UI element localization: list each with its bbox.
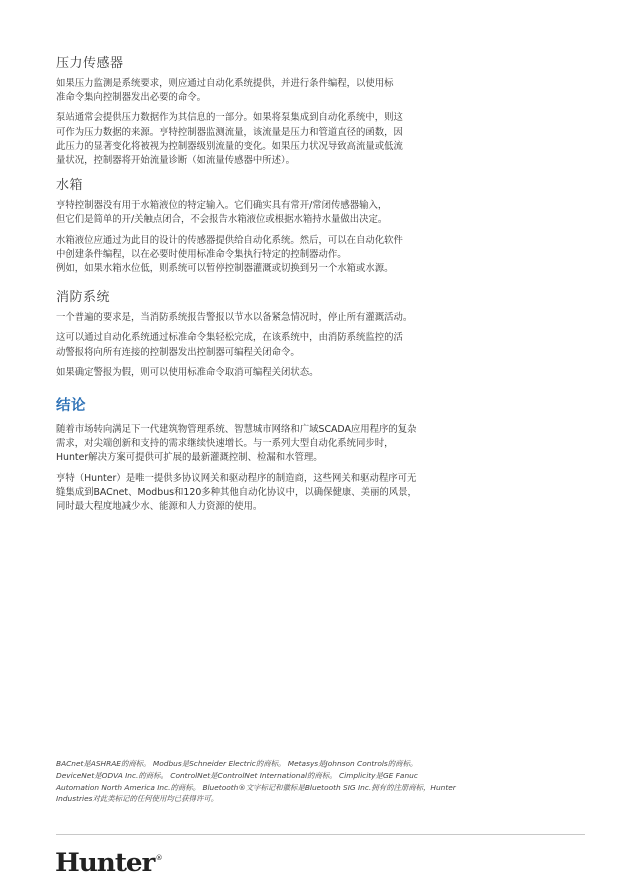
fire-paragraph-2: 这可以通过自动化系统通过标准命令集轻松完成，在该系统中，由消防系统监控的活 动警报将向所有连接的控制器发出控制器可编程关闭命令。 [56, 332, 403, 358]
footer-divider [56, 834, 585, 835]
tank-paragraph-1: 亨特控制器没有用于水箱液位的特定输入。它们确实具有常开/常闭传感器输入， 但它们是简单的开/关触点闭合，不会报告水箱液位或根据水箱持水量做出决定。 [56, 200, 388, 226]
pressure-paragraph-1: 如果压力监测是系统要求，则应通过自动化系统提供，并进行条件编程，以使用标 准命令集向控制器发出必要的命令。 [56, 78, 394, 104]
registered-mark: ® [155, 854, 163, 862]
main-content [56, 52, 486, 520]
logo-wordmark: Hunter [55, 848, 155, 877]
trademark-footnote: BACnet是ASHRAE的商标。 Modbus是Schneider Electric的商标。 Metasys是Johnson Controls的商标。 DeviceNet是ODVA Inc.的商标。 ControlNet是ControlNet International的商标。 Cimplicity是GE Fanuc Automation North America Inc.的商标。 Bluetooth®文字标记和徽标是Bluetooth SIG Inc.拥有的注册商标，Hunter Industries对此类标记的任何使用均已获得许可。 [56, 759, 456, 804]
fire-paragraph-3: 如果确定警报为假，则可以使用标准命令取消可编程关闭状态。 [56, 366, 319, 378]
tank-paragraph-2: 水箱液位应通过为此目的设计的传感器提供给自动化系统。然后，可以在自动化软件 中创建条件编程，以在必要时使用标准命令集执行特定的控制器动作。 [56, 234, 403, 260]
section-title-pressure: 压力传感器 [56, 56, 124, 71]
fire-paragraph-1: 一个普遍的要求是，当消防系统报告警报以节水以备紧急情况时，停止所有灌溉活动。 [56, 312, 413, 324]
hunter-logo [55, 848, 163, 880]
section-title-conclusion: 结论 [56, 398, 86, 415]
conclusion-paragraph-2: 亨特（Hunter）是唯一提供多协议网关和驱动程序的制造商，这些网关和驱动程序可无 缝集成到BACnet、Modbus和120多种其他自动化协议中，以确保健康、美丽的风景， 同时最大程度地减少水、能源和人力资源的使用。 [56, 472, 417, 513]
conclusion-paragraph-1: 随着市场转向满足下一代建筑物管理系统、智慧城市网络和广域SCADA应用程序的复杂 需求，对尖端创新和支持的需求继续快速增长。与一系列大型自动化系统同步时， Hunter解决方案可提供可扩展的最新灌溉控制、检漏和水管理。 [56, 424, 417, 464]
pressure-paragraph-2: 泵站通常会提供压力数据作为其信息的一部分。如果将泵集成到自动化系统中，则这 可作为压力数据的来源。亨特控制器监测流量，该流量是压力和管道直径的函数，因 此压力的显著变化将被视为控制器级别流量的变化。如果压力状况导致高流量或低流 量状况，控制器将开始流量诊断（如流量传感器中所述）。 [56, 112, 403, 167]
section-title-tank: 水箱 [56, 178, 84, 194]
section-title-fire: 消防系统 [56, 290, 111, 306]
tank-paragraph-3: 例如，如果水箱水位低，则系统可以暂停控制器灌溉或切换到另一个水箱或水源。 [56, 263, 394, 275]
